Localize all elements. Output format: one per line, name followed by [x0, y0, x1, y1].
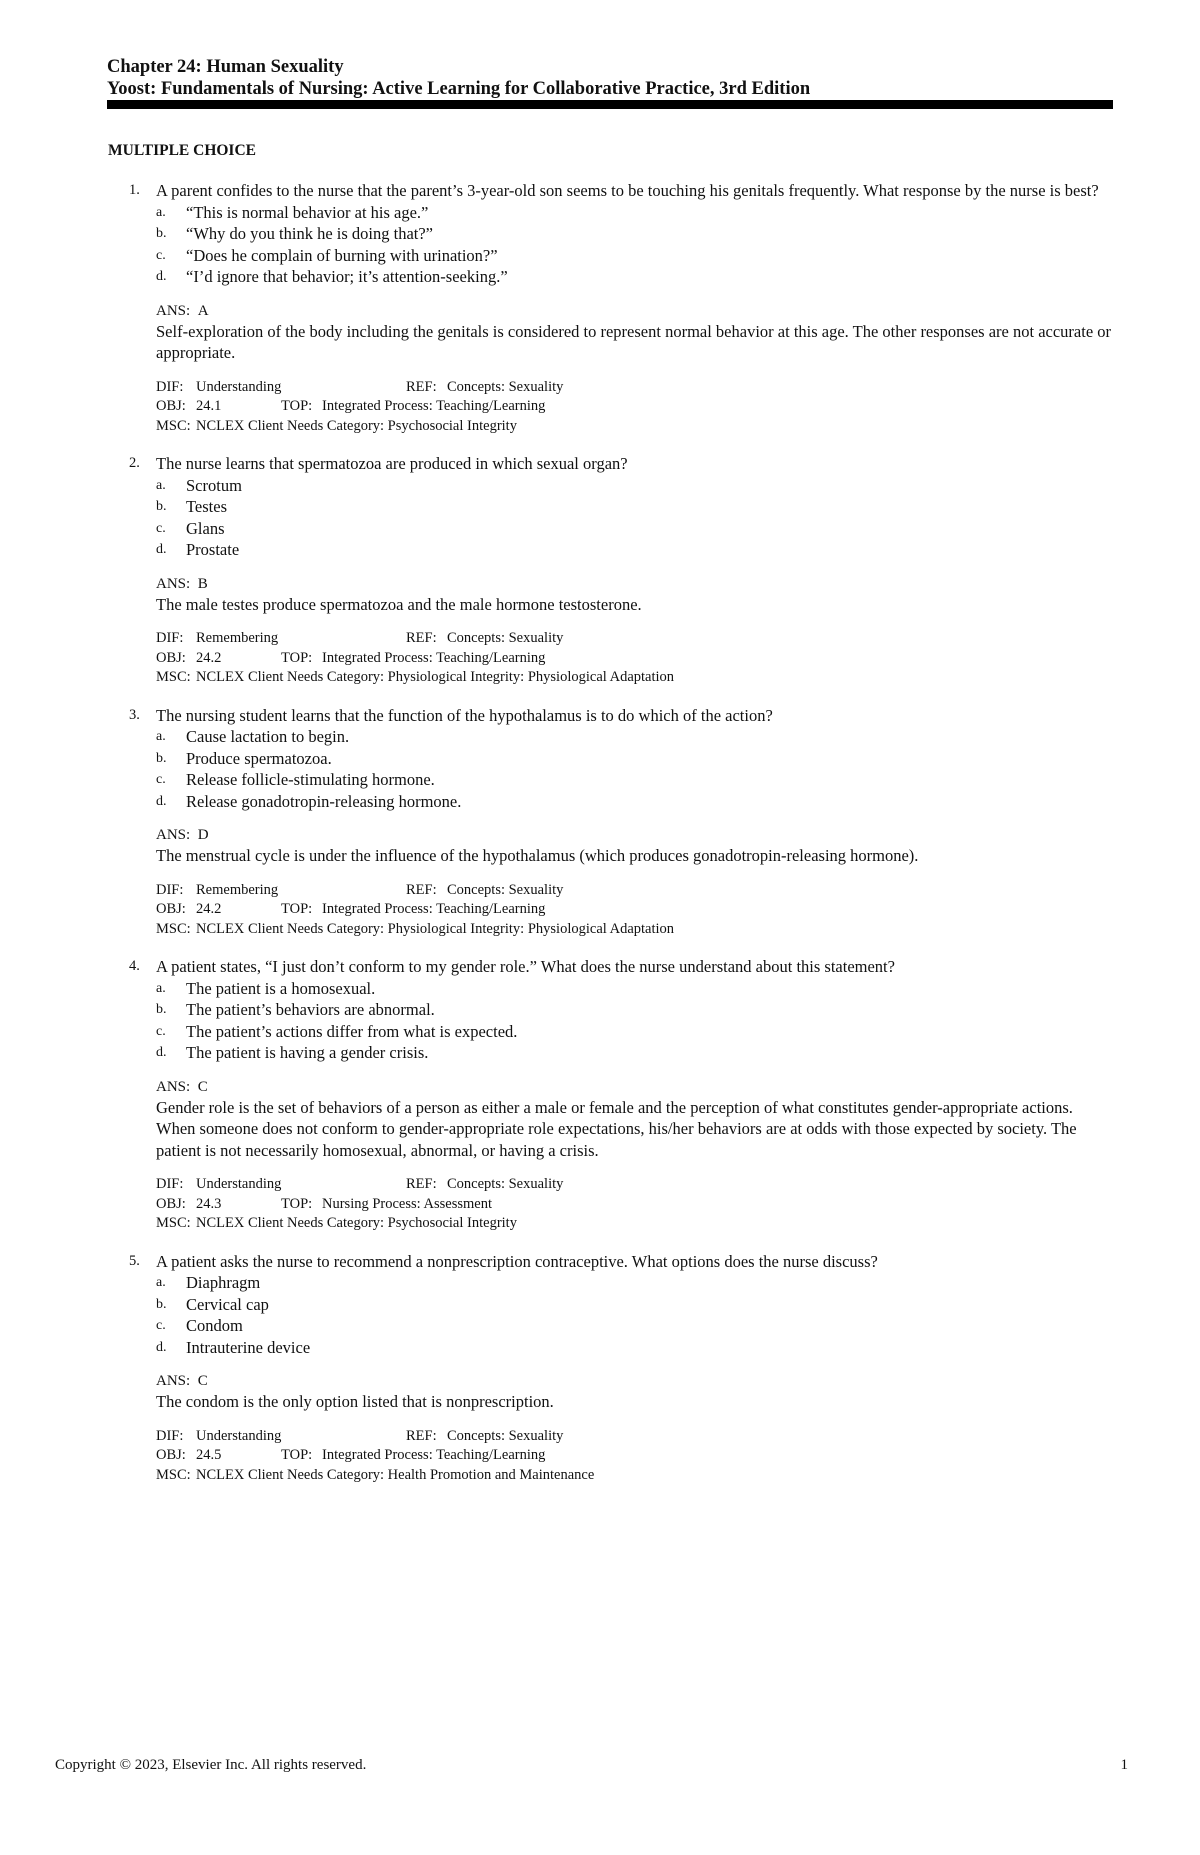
meta-row-dif: [156, 378, 1113, 398]
option-text: Cause lactation to begin.: [186, 727, 350, 746]
msc-value: NCLEX Client Needs Category: Physiological Integrity: Physiological Adaptation: [196, 920, 675, 937]
dif-value: Understanding: [196, 378, 282, 395]
answer-block: [156, 574, 1113, 616]
answer-block: [156, 825, 1113, 867]
rationale: Self-exploration of the body including the genitals is considered to represent normal behavior at this age. The other responses are not accurate or appropriate.: [156, 321, 1112, 362]
option-letter: a.: [156, 729, 166, 744]
ref-value: Concepts: Sexuality: [447, 1176, 564, 1192]
top-value: Integrated Process: Teaching/Learning: [322, 649, 546, 666]
option-letter: b.: [156, 750, 167, 766]
chapter-title: Chapter 24: Human Sexuality: [107, 57, 344, 77]
question-stem: The nursing student learns that the function of the hypothalamus is to do which of the action?: [156, 705, 773, 725]
option-letter: a.: [156, 477, 166, 493]
ref-label: REF:: [406, 881, 437, 898]
top-label: TOP:: [281, 1195, 313, 1212]
msc-label: MSC:: [156, 920, 191, 937]
rationale: Gender role is the set of behaviors of a person as either a male or female and the perception of what constitutes gender-appropriate actions. When someone does not conform to gender-appropriate role expectations, his/her behaviors are at odds with those expected by society. The patient is not necessarily homosexual, abnormal, or having a crisis.: [156, 1097, 1077, 1160]
question-number: 5.: [129, 1252, 140, 1269]
option-c: [156, 245, 1113, 267]
option-letter: d.: [156, 793, 167, 809]
answer-line: [156, 574, 1113, 594]
ref-value: Concepts: Sexuality: [447, 378, 564, 395]
dif-label: DIF:: [156, 378, 184, 395]
meta-row-obj: [156, 900, 1113, 920]
question-metadata: [156, 1427, 1113, 1486]
top-label: TOP:: [281, 1447, 313, 1463]
ref-value: Concepts: Sexuality: [447, 881, 564, 898]
answer-label: ANS:: [156, 1373, 191, 1389]
option-letter: d.: [156, 269, 167, 284]
option-b: [156, 999, 1113, 1021]
question-number: 3.: [129, 706, 140, 723]
option-text: The patient’s behaviors are abnormal.: [186, 1000, 435, 1019]
answer-options: [156, 978, 1113, 1064]
option-text: “This is normal behavior at his age.”: [186, 202, 429, 222]
obj-label: OBJ:: [156, 398, 186, 414]
option-text: Glans: [186, 518, 225, 538]
answer-label: ANS:: [156, 302, 191, 319]
option-text: Scrotum: [186, 475, 242, 495]
answer-options: [156, 726, 1113, 812]
answer-letter: D: [197, 827, 209, 843]
question-number: 4.: [129, 958, 140, 974]
dif-value: Understanding: [196, 1427, 282, 1444]
msc-value: NCLEX Client Needs Category: Health Promotion and Maintenance: [196, 1466, 595, 1483]
rationale: The condom is the only option listed that is nonprescription.: [156, 1392, 554, 1411]
option-a: [156, 475, 1113, 497]
document-header: [107, 56, 1112, 100]
option-d: [156, 1337, 1113, 1359]
obj-value: 24.5: [196, 1447, 222, 1463]
option-a: [156, 202, 1113, 224]
answer-line: [156, 301, 1113, 321]
top-value: Integrated Process: Teaching/Learning: [322, 1447, 546, 1463]
option-text: “Why do you think he is doing that?”: [186, 224, 433, 243]
msc-label: MSC:: [156, 669, 191, 685]
answer-label: ANS:: [156, 575, 191, 592]
meta-row-dif: [156, 881, 1113, 901]
option-a: [156, 978, 1113, 1000]
question-metadata: [156, 881, 1113, 940]
meta-row-msc: [156, 920, 1113, 940]
msc-value: NCLEX Client Needs Category: Physiological Integrity: Physiological Adaptation: [196, 669, 675, 685]
question-1: [108, 180, 1113, 436]
option-letter: b.: [156, 1002, 167, 1017]
answer-letter: B: [197, 575, 208, 592]
question-stem: A patient asks the nurse to recommend a nonprescription contraceptive. What options does the nurse discuss?: [156, 1251, 878, 1271]
ref-label: REF:: [406, 1176, 437, 1192]
top-value: Integrated Process: Teaching/Learning: [322, 901, 546, 917]
option-c: [156, 518, 1113, 540]
option-letter: d.: [156, 1045, 167, 1060]
top-label: TOP:: [281, 901, 313, 917]
answer-options: [156, 1272, 1113, 1358]
question-2: [108, 453, 1113, 688]
answer-options: [156, 475, 1113, 561]
header-rule: [107, 100, 1113, 109]
meta-row-dif: [156, 1427, 1113, 1447]
question-metadata: [156, 1175, 1113, 1234]
option-text: The patient is having a gender crisis.: [186, 1043, 429, 1062]
msc-label: MSC:: [156, 417, 191, 434]
option-text: Condom: [186, 1316, 243, 1335]
page-number: 1: [1120, 1757, 1128, 1773]
option-b: [156, 496, 1113, 518]
answer-line: [156, 1077, 1113, 1097]
meta-row-obj: [156, 649, 1113, 669]
obj-value: 24.3: [196, 1195, 222, 1212]
answer-line: [156, 825, 1113, 845]
obj-label: OBJ:: [156, 649, 186, 666]
option-c: [156, 1021, 1113, 1043]
question-metadata: [156, 629, 1113, 688]
option-text: “Does he complain of burning with urination?”: [186, 245, 498, 265]
answer-block: [156, 1077, 1113, 1162]
answer-letter: A: [197, 302, 209, 319]
dif-label: DIF:: [156, 1427, 184, 1444]
obj-value: 24.2: [196, 901, 222, 917]
option-b: [156, 1294, 1113, 1316]
option-letter: c.: [156, 772, 166, 787]
option-d: [156, 1042, 1113, 1064]
answer-options: [156, 202, 1113, 288]
ref-label: REF:: [406, 378, 437, 395]
option-letter: c.: [156, 1318, 166, 1333]
meta-row-msc: [156, 668, 1113, 688]
option-a: [156, 726, 1113, 748]
dif-label: DIF:: [156, 881, 184, 898]
question-5: [108, 1251, 1113, 1486]
question-number: 1.: [129, 182, 140, 198]
top-label: TOP:: [281, 398, 313, 414]
question-3: [108, 705, 1113, 940]
question-metadata: [156, 378, 1113, 437]
rationale: The menstrual cycle is under the influence of the hypothalamus (which produces gonadotropin-releasing hormone).: [156, 846, 919, 865]
ref-value: Concepts: Sexuality: [447, 1427, 564, 1444]
msc-label: MSC:: [156, 1215, 191, 1231]
ref-label: REF:: [406, 1427, 437, 1444]
meta-row-msc: [156, 1466, 1113, 1486]
answer-label: ANS:: [156, 827, 191, 843]
meta-row-dif: [156, 629, 1113, 649]
dif-value: Remembering: [196, 881, 279, 898]
option-letter: a.: [156, 980, 166, 996]
option-d: [156, 266, 1113, 288]
book-title: Yoost: Fundamentals of Nursing: Active Learning for Collaborative Practice, 3rd Edition: [107, 79, 811, 99]
option-letter: a.: [156, 1275, 166, 1290]
option-letter: a.: [156, 204, 166, 220]
msc-value: NCLEX Client Needs Category: Psychosocial Integrity: [196, 1215, 517, 1231]
msc-label: MSC:: [156, 1466, 191, 1483]
option-c: [156, 769, 1113, 791]
answer-label: ANS:: [156, 1078, 191, 1095]
meta-row-obj: [156, 397, 1113, 417]
obj-label: OBJ:: [156, 1195, 186, 1212]
option-d: [156, 791, 1113, 813]
question-stem: A parent confides to the nurse that the parent’s 3-year-old son seems to be touching his genitals frequently. What response by the nurse is best?: [156, 181, 1099, 200]
section-title: MULTIPLE CHOICE: [108, 142, 256, 159]
dif-value: Remembering: [196, 630, 279, 646]
top-value: Integrated Process: Teaching/Learning: [322, 398, 546, 414]
option-letter: b.: [156, 499, 167, 514]
obj-label: OBJ:: [156, 1447, 186, 1463]
top-label: TOP:: [281, 649, 313, 666]
answer-letter: C: [197, 1373, 208, 1389]
answer-block: [156, 1371, 1113, 1413]
option-text: Prostate: [186, 540, 240, 559]
dif-label: DIF:: [156, 630, 184, 646]
ref-label: REF:: [406, 630, 437, 646]
question-stem: A patient states, “I just don’t conform to my gender role.” What does the nurse understand about this statement?: [156, 957, 895, 976]
question-list: [108, 180, 1113, 1485]
option-text: Release follicle-stimulating hormone.: [186, 770, 435, 789]
obj-label: OBJ:: [156, 901, 186, 917]
option-letter: c.: [156, 520, 166, 536]
copyright-notice: Copyright © 2023, Elsevier Inc. All rights reserved.: [55, 1757, 367, 1773]
meta-row-obj: [156, 1195, 1113, 1215]
meta-row-obj: [156, 1446, 1113, 1466]
answer-block: [156, 301, 1113, 364]
ref-value: Concepts: Sexuality: [447, 630, 564, 646]
option-text: Release gonadotropin-releasing hormone.: [186, 791, 462, 811]
option-letter: c.: [156, 1023, 166, 1039]
obj-value: 24.1: [196, 398, 222, 414]
dif-value: Understanding: [196, 1176, 282, 1192]
meta-row-msc: [156, 417, 1113, 437]
question-number: 2.: [129, 455, 140, 471]
option-letter: c.: [156, 247, 166, 263]
top-value: Nursing Process: Assessment: [322, 1195, 492, 1212]
answer-line: [156, 1371, 1113, 1391]
meta-row-dif: [156, 1175, 1113, 1195]
answer-letter: C: [197, 1078, 208, 1095]
option-letter: d.: [156, 1339, 167, 1355]
obj-value: 24.2: [196, 649, 222, 666]
option-text: The patient’s actions differ from what is expected.: [186, 1021, 518, 1041]
option-letter: b.: [156, 226, 167, 241]
option-text: “I’d ignore that behavior; it’s attention-seeking.”: [186, 267, 508, 286]
option-a: [156, 1272, 1113, 1294]
option-b: [156, 748, 1113, 770]
question-4: [108, 956, 1113, 1234]
msc-value: NCLEX Client Needs Category: Psychosocial Integrity: [196, 417, 517, 434]
option-text: Testes: [186, 497, 228, 516]
option-text: Cervical cap: [186, 1294, 269, 1314]
option-text: Diaphragm: [186, 1273, 261, 1292]
rationale: The male testes produce spermatozoa and the male hormone testosterone.: [156, 594, 642, 614]
option-c: [156, 1315, 1113, 1337]
option-text: The patient is a homosexual.: [186, 978, 376, 998]
option-b: [156, 223, 1113, 245]
meta-row-msc: [156, 1214, 1113, 1234]
question-stem: The nurse learns that spermatozoa are produced in which sexual organ?: [156, 454, 628, 473]
option-d: [156, 539, 1113, 561]
option-letter: b.: [156, 1296, 167, 1312]
option-text: Intrauterine device: [186, 1337, 311, 1357]
option-text: Produce spermatozoa.: [186, 748, 332, 768]
dif-label: DIF:: [156, 1176, 184, 1192]
option-letter: d.: [156, 542, 167, 557]
